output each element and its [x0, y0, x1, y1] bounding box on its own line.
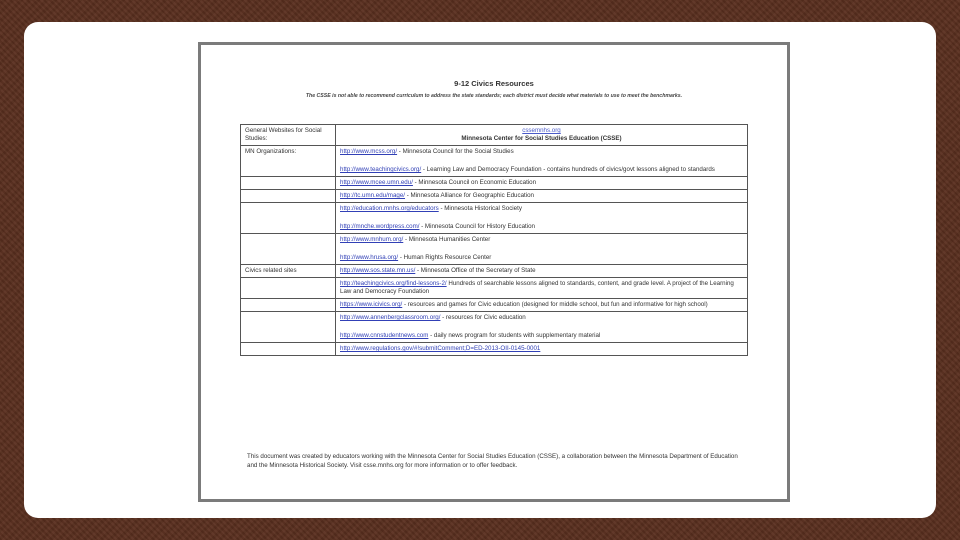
resource-entry: [340, 267, 743, 275]
resource-entry: [340, 280, 743, 296]
category-cell: [241, 278, 336, 299]
resource-description: - Human Rights Resource Center: [398, 254, 492, 261]
resource-link[interactable]: http://education.mnhs.org/educators: [340, 205, 439, 212]
category-cell: MN Organizations:: [241, 146, 336, 177]
table-row: [241, 278, 748, 299]
document-footer: This document was created by educators working with the Minnesota Center for Social Studies Education (CSSE), a collaboration between the Minnesota Department of Education and the Minnesota Historical Society. Visit csse.mnhs.org for more information or to offer feedback.: [247, 453, 738, 469]
resource-description: - Minnesota Humanities Center: [403, 236, 491, 243]
resource-link[interactable]: http://www.sos.state.mn.us/: [340, 267, 416, 274]
resource-entry: [340, 301, 743, 309]
resource-cell: [336, 177, 748, 190]
category-cell: [241, 177, 336, 190]
document-page: [201, 45, 787, 499]
document-title: 9-12 Civics Resources: [454, 79, 534, 88]
resource-entry: [340, 148, 743, 156]
resource-link[interactable]: http://tc.umn.edu/mage/: [340, 192, 406, 199]
table-row: [241, 265, 748, 278]
resource-link[interactable]: http://mnche.wordpress.com/: [340, 223, 420, 230]
category-cell: [241, 190, 336, 203]
resource-description: - resources and games for Civic education (designed for middle school, but fun and informative for high school): [402, 301, 708, 308]
resource-cell: [336, 278, 748, 299]
table-header-row: [241, 125, 748, 146]
resource-description: Hundreds of searchable lessons aligned to standards, content, and grade level. A project of the Learning Law and Democracy Foundation: [340, 280, 734, 295]
csse-title: Minnesota Center for Social Studies Education (CSSE): [461, 135, 622, 142]
resource-description: - Minnesota Council for the Social Studies: [397, 148, 514, 155]
table-row: [241, 343, 748, 356]
resource-cell: [336, 203, 748, 234]
table-row: [241, 234, 748, 265]
resource-entry: [340, 166, 743, 174]
resource-entry: [340, 223, 743, 231]
resource-description: - Minnesota Historical Society: [438, 205, 522, 212]
category-cell: [241, 234, 336, 265]
resource-description: - daily news program for students with supplementary material: [428, 332, 601, 339]
resources-table: [240, 124, 748, 356]
category-cell: [241, 299, 336, 312]
resource-cell: [336, 343, 748, 356]
table-row: [241, 312, 748, 343]
resource-link[interactable]: http://www.hrusa.org/: [340, 254, 399, 261]
resource-link[interactable]: http://teachingcivics.org/find-lessons-2/: [340, 280, 447, 287]
table-row: [241, 299, 748, 312]
resource-link[interactable]: http://www.teachingcivics.org/: [340, 166, 422, 173]
document-subtitle: The CSSE is not able to recommend curriculum to address the state standards; each district must decide what materials to use to meet the benchmarks.: [305, 93, 683, 99]
resource-cell: [336, 146, 748, 177]
resource-entry: [340, 345, 743, 353]
table-row: [241, 146, 748, 177]
resource-entry: [340, 179, 743, 187]
table-row: [241, 177, 748, 190]
csse-link[interactable]: cssemnhs.org: [522, 127, 561, 134]
resource-cell: [336, 190, 748, 203]
resource-description: - Learning Law and Democracy Foundation - contains hundreds of civics/govt lessons aligned to standards: [421, 166, 715, 173]
resource-cell: [336, 234, 748, 265]
document-frame: [198, 42, 790, 502]
category-cell: [241, 203, 336, 234]
resource-description: - Minnesota Alliance for Geographic Education: [405, 192, 534, 199]
resource-cell: [336, 265, 748, 278]
resource-entry: [340, 254, 743, 262]
resource-link[interactable]: http://www.mcee.umn.edu/: [340, 179, 413, 186]
resource-entry: [340, 314, 743, 322]
resource-description: - resources for Civic education: [440, 314, 526, 321]
resource-description: - Minnesota Council on Economic Education: [412, 179, 537, 186]
resource-entry: [340, 205, 743, 213]
category-cell: [241, 312, 336, 343]
resource-link[interactable]: http://www.regulations.gov/#!submitComment;D=ED-2013-OII-0145-0001: [340, 345, 541, 352]
table-row: [241, 203, 748, 234]
table-row: [241, 190, 748, 203]
slide: [24, 22, 936, 518]
resource-entry: [340, 236, 743, 244]
category-cell: General Websites for Social Studies:: [241, 125, 336, 146]
resource-link[interactable]: http://www.annenbergclassroom.org/: [340, 314, 441, 321]
resource-link[interactable]: http://www.cnnstudentnews.com: [340, 332, 429, 339]
category-cell: Civics related sites: [241, 265, 336, 278]
resource-description: - Minnesota Office of the Secretary of State: [415, 267, 536, 274]
resource-entry: [340, 332, 743, 340]
header-cell: [336, 125, 748, 146]
resource-link[interactable]: http://www.mnhum.org/: [340, 236, 404, 243]
category-cell: [241, 343, 336, 356]
resource-cell: [336, 312, 748, 343]
resource-link[interactable]: http://www.mcss.org/: [340, 148, 398, 155]
resource-entry: [340, 192, 743, 200]
resource-description: - Minnesota Council for History Education: [419, 223, 535, 230]
resource-cell: [336, 299, 748, 312]
resource-link[interactable]: https://www.icivics.org/: [340, 301, 403, 308]
